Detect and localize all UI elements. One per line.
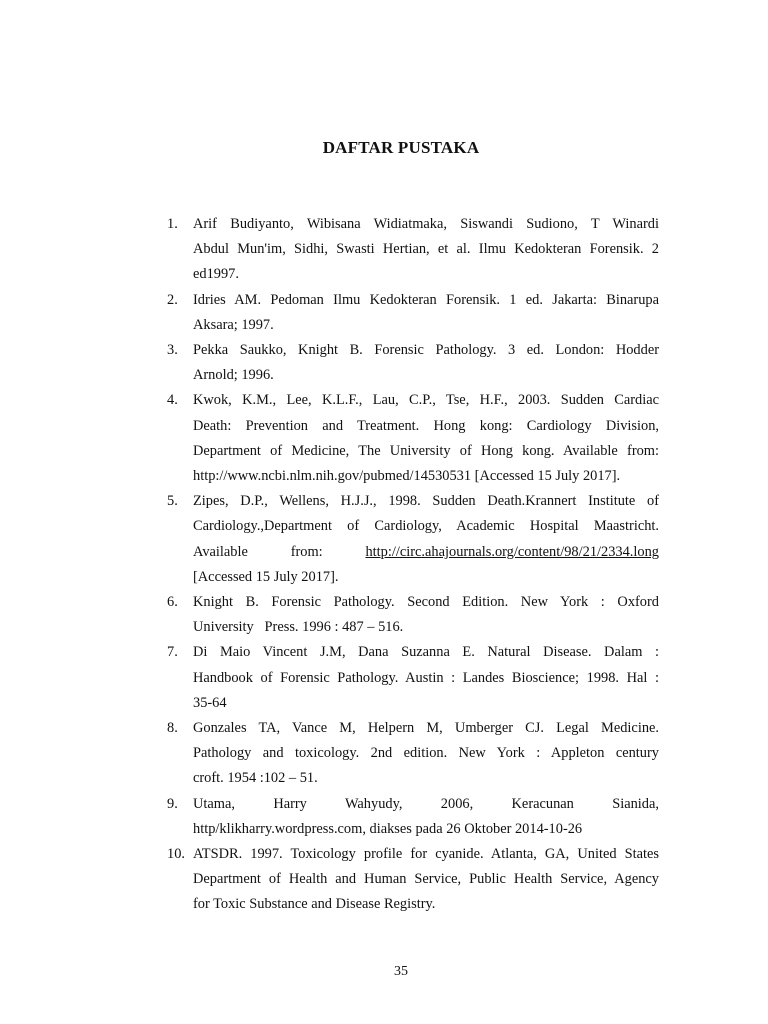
reference-list xyxy=(167,212,659,918)
reference-number: 1. xyxy=(167,216,178,232)
reference-item-4 xyxy=(167,388,659,489)
reference-item-9 xyxy=(167,792,659,842)
reference-item-8 xyxy=(167,716,659,792)
reference-item-2 xyxy=(167,288,659,338)
reference-line: Gonzales TA, Vance M, Helpern M, Umberger CJ. Legal Medicine. xyxy=(193,720,659,737)
reference-number: 9. xyxy=(167,795,178,812)
reference-item-7 xyxy=(167,640,659,716)
reference-number: 10. xyxy=(167,846,185,863)
reference-number: 4. xyxy=(167,392,178,409)
reference-item-3 xyxy=(167,338,659,388)
reference-line: Cardiology.,Department of Cardiology, Academic Hospital Maastricht. xyxy=(193,518,659,535)
reference-line: Pathology and toxicology. 2nd edition. New York : Appleton century xyxy=(193,745,659,762)
reference-number: 6. xyxy=(167,594,178,611)
reference-number: 3. xyxy=(167,342,178,359)
reference-line: Department of Health and Human Service, Public Health Service, Agency xyxy=(193,871,659,888)
reference-line: [Accessed 15 July 2017]. xyxy=(193,568,339,585)
reference-item-10 xyxy=(167,842,659,918)
page-number: 35 xyxy=(394,964,408,979)
reference-line: Department of Medicine, The University of Hong kong. Available from: xyxy=(193,442,659,459)
reference-line: Kwok, K.M., Lee, K.L.F., Lau, C.P., Tse, H.F., 2003. Sudden Cardiac xyxy=(193,392,659,409)
reference-item-1 xyxy=(167,212,659,288)
reference-url-link[interactable]: http://circ.ahajournals.org/content/98/21/2334.long xyxy=(365,543,659,560)
from-label: from: xyxy=(290,543,323,560)
reference-line: Utama, Harry Wahyudy, 2006, Keracunan Sianida, xyxy=(193,795,659,812)
reference-line: http://www.ncbi.nlm.nih.gov/pubmed/14530531 [Accessed 15 July 2017]. xyxy=(193,468,621,485)
reference-line: http/klikharry.wordpress.com, diakses pada 26 Oktober 2014-10-26 xyxy=(193,820,583,837)
reference-line: 35-64 xyxy=(193,694,227,711)
reference-line: Arnold; 1996. xyxy=(193,367,274,384)
reference-line: Death: Prevention and Treatment. Hong kong: Cardiology Division, xyxy=(193,417,659,434)
reference-line: Zipes, D.P., Wellens, H.J.J., 1998. Sudden Death.Krannert Institute of xyxy=(193,493,659,510)
reference-line: croft. 1954 :102 – 51. xyxy=(193,770,318,787)
reference-line: Knight B. Forensic Pathology. Second Edition. New York : Oxford xyxy=(193,594,659,611)
page-title: DAFTAR PUSTAKA xyxy=(322,138,480,157)
reference-line: Aksara; 1997. xyxy=(193,316,274,333)
reference-number: 2. xyxy=(167,291,178,308)
reference-number: 5. xyxy=(167,493,178,510)
reference-line: Abdul Mun'im, Sidhi, Swasti Hertian, et al. Ilmu Kedokteran Forensik. 2 xyxy=(193,241,659,258)
reference-line: Handbook of Forensic Pathology. Austin : Landes Bioscience; 1998. Hal : xyxy=(193,669,659,686)
reference-item-6 xyxy=(167,590,659,640)
reference-line: Idries AM. Pedoman Ilmu Kedokteran Forensik. 1 ed. Jakarta: Binarupa xyxy=(193,291,659,308)
reference-line: for Toxic Substance and Disease Registry. xyxy=(193,896,436,913)
available-label: Available xyxy=(193,543,248,560)
reference-number: 7. xyxy=(167,644,178,661)
reference-item-5 xyxy=(167,489,659,590)
reference-number: 8. xyxy=(167,720,178,737)
reference-line: Pekka Saukko, Knight B. Forensic Pathology. 3 ed. London: Hodder xyxy=(193,342,659,359)
reference-line: ed1997. xyxy=(193,266,239,283)
reference-line: ATSDR. 1997. Toxicology profile for cyanide. Atlanta, GA, United States xyxy=(193,846,659,863)
reference-line: University Press. 1996 : 487 – 516. xyxy=(193,619,404,636)
reference-line: Di Maio Vincent J.M, Dana Suzanna E. Natural Disease. Dalam : xyxy=(193,644,659,661)
reference-line-with-link xyxy=(193,540,659,565)
reference-line: Arif Budiyanto, Wibisana Widiatmaka, Siswandi Sudiono, T Winardi xyxy=(193,216,659,232)
